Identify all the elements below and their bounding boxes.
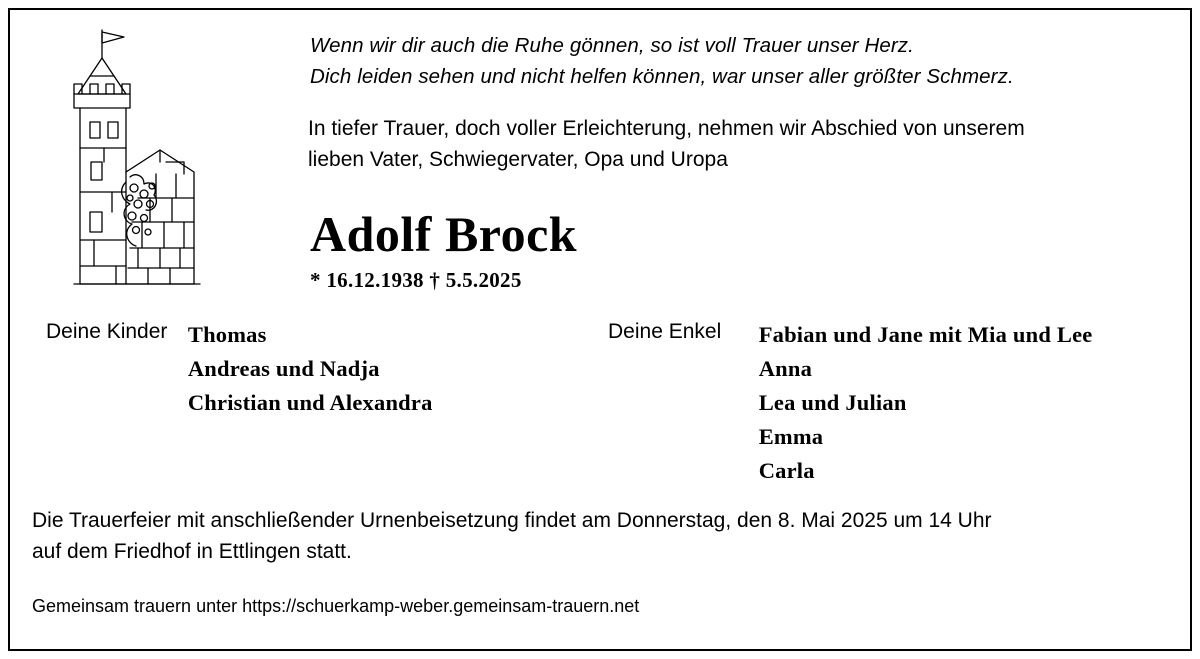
grandchildren-names — [759, 318, 1093, 488]
deceased-block — [310, 205, 1010, 294]
children-names — [188, 318, 433, 420]
verse-line-2: Dich leiden sehen und nicht helfen können, war unser aller größter Schmerz. — [310, 65, 1014, 88]
children-label: Deine Kinder — [46, 320, 168, 343]
castle-tower-icon — [60, 22, 250, 302]
ceremony-details — [32, 505, 1172, 567]
list-item: Fabian und Jane mit Mia und Lee — [758, 322, 1093, 347]
list-item: Carla — [758, 458, 815, 483]
deceased-dates: * 16.12.1938 † 5.5.2025 — [310, 268, 522, 292]
intro-line-1: In tiefer Trauer, doch voller Erleichterung, nehmen wir Abschied von unserem — [308, 117, 1025, 140]
list-item: Thomas — [187, 322, 267, 347]
intro-line-2: lieben Vater, Schwiegervater, Opa und Uropa — [308, 148, 728, 171]
list-item: Christian und Alexandra — [187, 390, 433, 415]
list-item: Lea und Julian — [758, 390, 907, 415]
memorial-verse — [310, 30, 1150, 92]
deceased-name: Adolf Brock — [310, 206, 578, 262]
ceremony-line-2: auf dem Friedhof in Ettlingen statt. — [32, 540, 352, 563]
intro-text — [308, 113, 1138, 175]
children-column — [46, 318, 433, 420]
grandchildren-label: Deine Enkel — [608, 320, 722, 343]
verse-line-1: Wenn wir dir auch die Ruhe gönnen, so ist voll Trauer unser Herz. — [310, 34, 914, 57]
condolence-link-text: Gemeinsam trauern unter https://schuerkamp-weber.gemeinsam-trauern.net — [32, 596, 640, 616]
ceremony-line-1: Die Trauerfeier mit anschließender Urnenbeisetzung findet am Donnerstag, den 8. Mai 2025 um 14 Uhr — [32, 509, 992, 532]
list-item: Emma — [758, 424, 824, 449]
list-item: Andreas und Nadja — [187, 356, 380, 381]
list-item: Anna — [758, 356, 813, 381]
grandchildren-column — [608, 318, 1092, 488]
family-section — [0, 318, 1200, 488]
